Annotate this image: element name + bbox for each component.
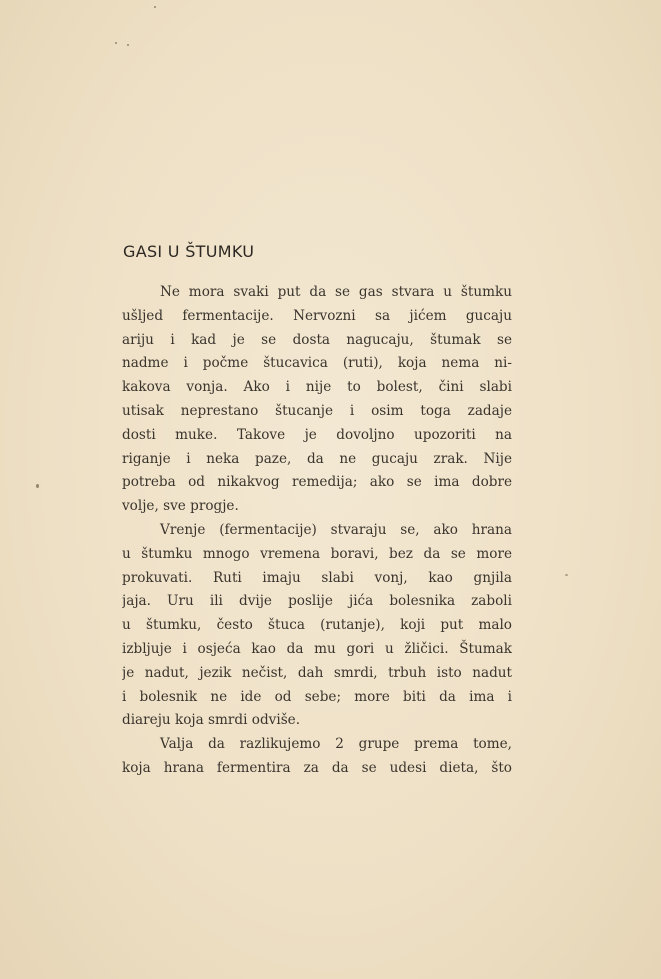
ink-speck <box>127 44 129 46</box>
text-line: u štumku, često štuca (rutanje), koji put malo <box>122 617 512 634</box>
text-line: Ne mora svaki put da se gas stvara u štumku <box>160 284 512 300</box>
text-line: ariju i kad je se dosta nagucaju, štumak se <box>122 331 512 348</box>
section-heading: GASI U ŠTUMKU <box>123 242 255 261</box>
body-text <box>122 281 512 781</box>
text-line: diareju koja smrdi odviše. <box>122 712 301 729</box>
text-line: jaja. Uru ili dvije poslije jića bolesnika zaboli <box>122 593 512 610</box>
text-line: kakova vonja. Ako i nije to bolest, čini slabi <box>122 379 512 396</box>
text-line: koja hrana fermentira za da se udesi dieta, što <box>122 759 512 776</box>
text-line: riganje i neka paze, da ne gucaju zrak. Nije <box>122 450 512 467</box>
text-line: je nadut, jezik nečist, dah smrdi, trbuh isto nadut <box>122 664 512 681</box>
text-line: volje, sve progje. <box>122 498 239 515</box>
text-line: utisak neprestano štucanje i osim toga zadaje <box>122 402 512 419</box>
ink-speck <box>565 574 568 576</box>
text-line: Valja da razlikujemo 2 grupe prema tome, <box>160 736 512 753</box>
text-line: potreba od nikakvog remedija; ako se ima dobre <box>122 474 512 491</box>
text-line: dosti muke. Takove je dovoljno upozoriti na <box>122 426 512 443</box>
text-line: u štumku mnogo vremena boravi, bez da se more <box>122 545 512 562</box>
ink-speck <box>115 42 117 44</box>
text-line: i bolesnik ne ide od sebe; more biti da ima i <box>122 688 512 705</box>
text-line: izbljuje i osjeća kao da mu gori u žličici. Štumak <box>122 640 512 657</box>
text-line: nadme i počme štucavica (ruti), koja nema ni- <box>122 355 512 372</box>
text-line: prokuvati. Ruti imaju slabi vonj, kao gnjila <box>122 569 512 586</box>
ink-speck <box>154 6 156 8</box>
ink-speck <box>36 484 39 488</box>
text-line: Vrenje (fermentacije) stvaraju se, ako hrana <box>160 521 512 538</box>
text-line: ušljed fermentacije. Nervozni sa jićem gucaju <box>122 307 512 324</box>
